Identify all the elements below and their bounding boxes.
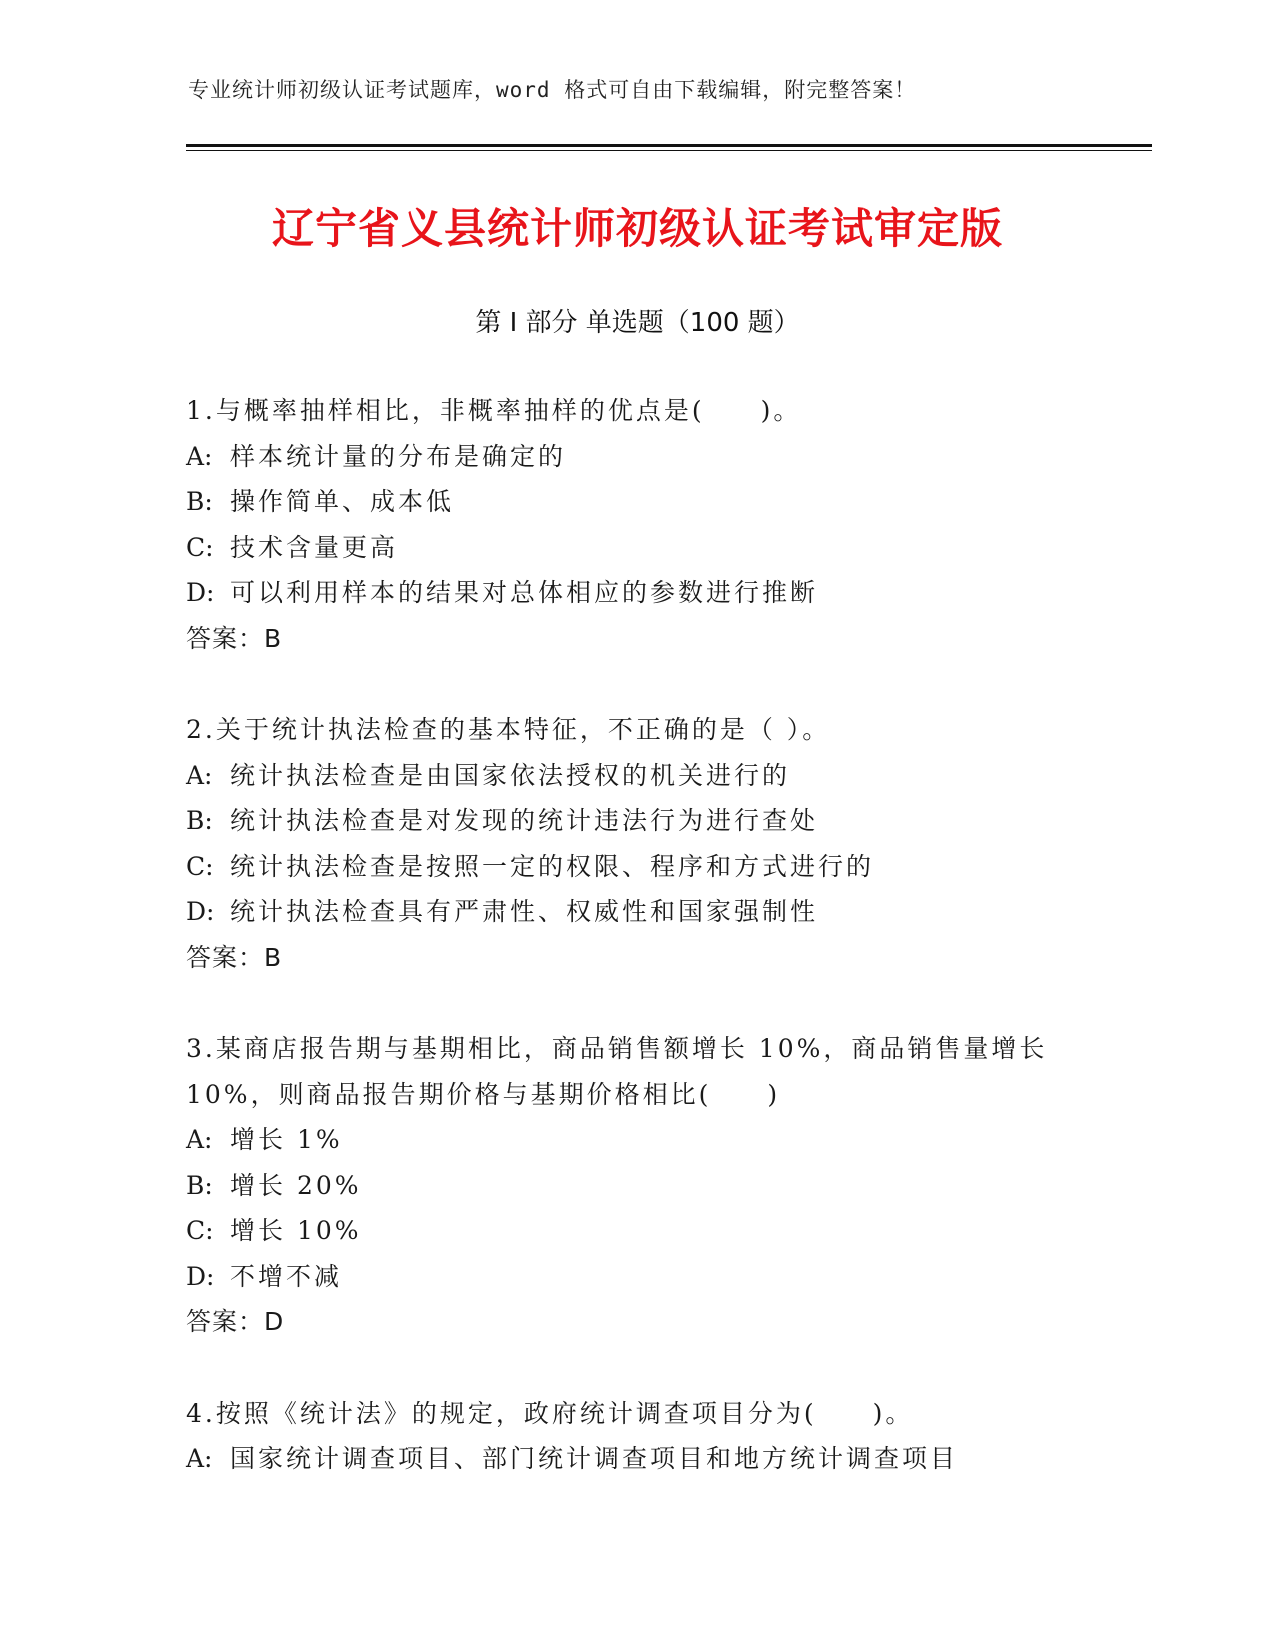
option-text: 样本统计量的分布是确定的 — [230, 441, 567, 471]
option-key: A: — [186, 1444, 213, 1473]
option-c — [186, 525, 1086, 571]
option-text: 不增不减 — [230, 1261, 343, 1291]
option-a — [186, 1117, 1086, 1163]
option-a — [186, 434, 1086, 480]
option-key: D: — [186, 1261, 215, 1291]
question-4 — [186, 1391, 1086, 1482]
question-stem-continued: 10%，则商品报告期价格与基期价格相比( ) — [186, 1079, 781, 1109]
option-key: C: — [186, 851, 214, 881]
option-c — [186, 1208, 1086, 1254]
option-key: C: — [186, 1216, 214, 1245]
option-a — [186, 753, 1086, 799]
section-title: 第 I 部分 单选题（100 题） — [475, 308, 800, 338]
option-text: 增长 10% — [230, 1216, 362, 1245]
option-key: D: — [186, 578, 215, 607]
option-text: 增长 1% — [230, 1125, 343, 1154]
option-key: A: — [186, 1125, 213, 1154]
header-note: 专业统计师初级认证考试题库，word 格式可自由下载编辑，附完整答案！ — [188, 78, 917, 102]
option-text: 统计执法检查是对发现的统计违法行为进行查处 — [230, 806, 819, 835]
answer-line: 答案：B — [186, 942, 283, 972]
option-c — [186, 844, 1086, 890]
option-a — [186, 1436, 1086, 1482]
header-rule-thin — [186, 150, 1152, 151]
question-stem: 1.与概率抽样相比，非概率抽样的优点是( )。 — [186, 396, 802, 425]
document-title: 辽宁省义县统计师初级认证考试审定版 — [271, 204, 1003, 253]
option-text: 技术含量更高 — [230, 532, 399, 562]
option-key: A: — [186, 441, 213, 471]
option-d — [186, 889, 1086, 935]
option-key: B: — [186, 487, 213, 516]
question-2 — [186, 707, 1086, 980]
answer-line: 答案：B — [186, 623, 283, 653]
option-text: 国家统计调查项目、部门统计调查项目和地方统计调查项目 — [230, 1444, 959, 1473]
question-stem: 4.按照《统计法》的规定，政府统计调查项目分为( )。 — [186, 1398, 914, 1428]
option-text: 统计执法检查是按照一定的权限、程序和方式进行的 — [230, 851, 875, 881]
option-text: 增长 20% — [230, 1170, 362, 1200]
option-text: 可以利用样本的结果对总体相应的参数进行推断 — [230, 578, 819, 607]
option-key: B: — [186, 806, 213, 835]
question-stem: 3.某商店报告期与基期相比，商品销售额增长 10%，商品销售量增长 — [186, 1034, 1048, 1063]
header-rule-thick — [186, 144, 1152, 147]
option-key: A: — [186, 760, 213, 790]
option-text: 统计执法检查具有严肃性、权威性和国家强制性 — [230, 897, 819, 926]
option-text: 操作简单、成本低 — [230, 487, 455, 516]
option-d — [186, 1254, 1086, 1300]
answer-line: 答案：D — [186, 1307, 285, 1336]
option-b — [186, 1163, 1086, 1209]
option-b — [186, 479, 1086, 525]
option-key: D: — [186, 897, 215, 926]
question-3 — [186, 1026, 1086, 1345]
option-key: B: — [186, 1170, 213, 1200]
option-b — [186, 798, 1086, 844]
question-stem: 2.关于统计执法检查的基本特征，不正确的是（ ）。 — [186, 715, 831, 744]
option-text: 统计执法检查是由国家依法授权的机关进行的 — [230, 760, 791, 790]
question-list — [186, 388, 1086, 1528]
option-d — [186, 570, 1086, 616]
question-1 — [186, 388, 1086, 661]
option-key: C: — [186, 532, 214, 562]
